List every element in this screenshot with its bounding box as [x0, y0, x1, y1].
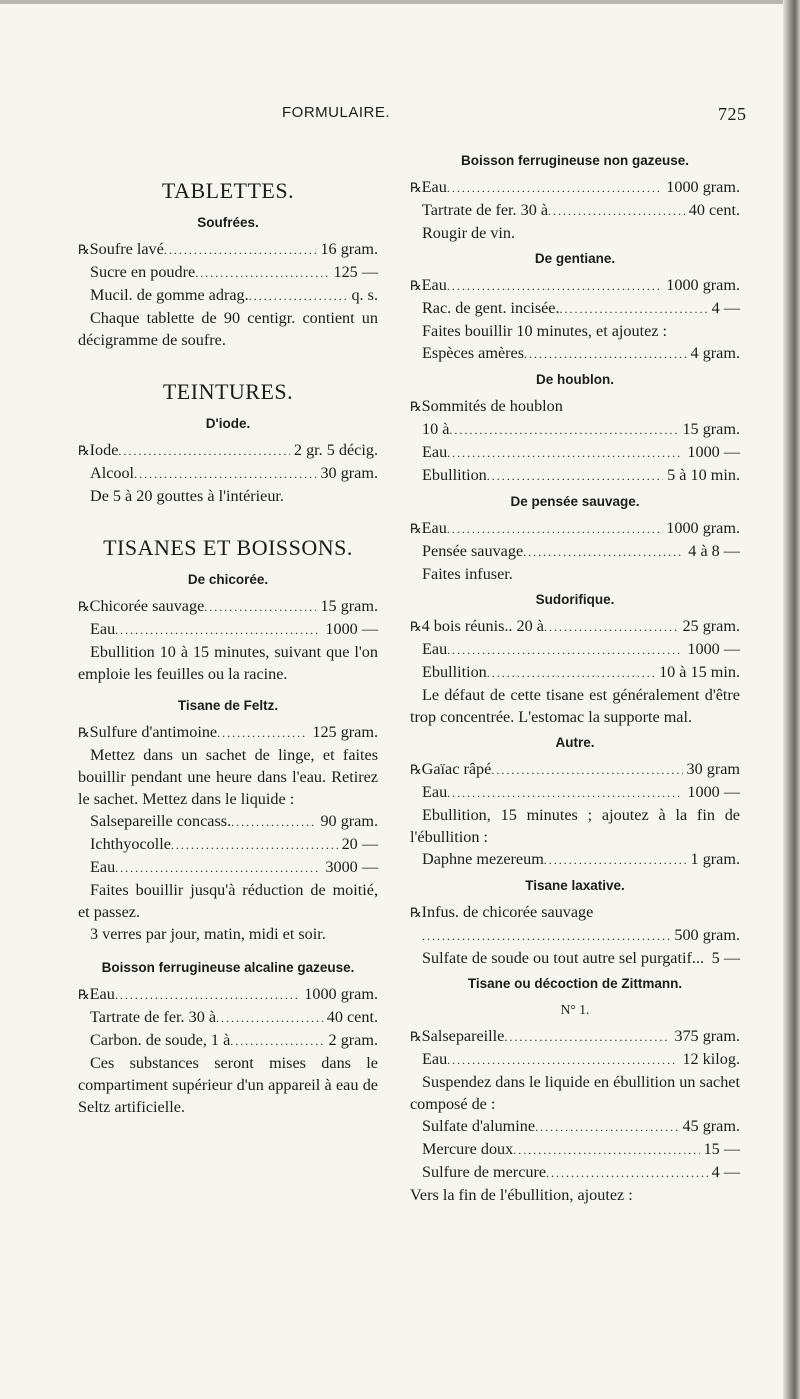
- ingredient-line: Mercure doux ..... 15 —: [410, 1138, 740, 1161]
- ingredient-line: ℞ Salsepareille ..... 375 gram.: [410, 1025, 740, 1048]
- ingredient-line: ℞ Iode ..... 2 gr. 5 décig.: [78, 439, 378, 462]
- left-column: [78, 150, 378, 1118]
- recipe-number: N° 1.: [560, 1002, 590, 1017]
- instruction-text: Mettez dans un sachet de linge, et faites bouillir pendant une heure dans l'eau. Retirez le sachet. Mettez dans le liquide :: [78, 746, 378, 808]
- recipe-title: Autre.: [555, 735, 595, 750]
- ingredient-line: Carbon. de soude, 1 à ..... 2 gram.: [78, 1029, 378, 1052]
- recipe-title: Tisane laxative.: [525, 878, 625, 893]
- ingredient-line: Espèces amères ..... 4 gram.: [410, 342, 740, 365]
- ingredient-line: Alcool ..... 30 gram.: [78, 462, 378, 485]
- recipe-title: De pensée sauvage.: [510, 494, 640, 509]
- recipe-title: Boisson ferrugineuse alcaline gazeuse.: [101, 960, 355, 975]
- instruction-text: Ebullition, 15 minutes ; ajoutez à la fin de l'ébullition :: [410, 806, 740, 846]
- instruction-text: Faites bouillir 10 minutes, et ajoutez :: [422, 322, 668, 340]
- ingredient-line: Ichthyocolle ..... 20 —: [78, 833, 378, 856]
- ingredient-line: Salsepareille concass. ..... 90 gram.: [78, 810, 378, 833]
- ingredient-line: Tartrate de fer. 30 à ..... 40 cent.: [410, 199, 740, 222]
- recipe-title: Boisson ferrugineuse non gazeuse.: [460, 153, 690, 168]
- instruction-text: 3 verres par jour, matin, midi et soir.: [90, 925, 326, 943]
- ingredient-line: Eau ..... 1000 —: [410, 781, 740, 804]
- page-top-border: [0, 0, 800, 4]
- instruction-text: Ebullition 10 à 15 minutes, suivant que l'on emploie les feuilles ou la racine.: [78, 643, 378, 683]
- ingredient-line: ℞ Soufre lavé ..... 16 gram.: [78, 238, 378, 261]
- ingredient-line: Eau ..... 1000 —: [78, 618, 378, 641]
- instruction-text: Suspendez dans le liquide en ébullition un sachet composé de :: [410, 1073, 740, 1113]
- ingredient-line: ℞ Eau ..... 1000 gram.: [78, 983, 378, 1006]
- ingredient-line: Pensée sauvage ..... 4 à 8 —: [410, 540, 740, 563]
- ingredient-line: Sulfate d'alumine ..... 45 gram.: [410, 1115, 740, 1138]
- ingredient-line: ℞ Sommités de houblon: [410, 395, 740, 418]
- recipe-title: Soufrées.: [197, 215, 259, 230]
- ingredient-line: ℞ Sulfure d'antimoine ..... 125 gram.: [78, 721, 378, 744]
- instruction-text: Vers la fin de l'ébullition, ajoutez :: [410, 1186, 633, 1204]
- ingredient-line: Ebullition ..... 5 à 10 min.: [410, 464, 740, 487]
- ingredient-line: ℞ Eau ..... 1000 gram.: [410, 176, 740, 199]
- ingredient-line: ℞ 4 bois réunis.. 20 à ..... 25 gram.: [410, 615, 740, 638]
- ingredient-line: Eau ..... 1000 —: [410, 441, 740, 464]
- book-spine-edge: [783, 0, 800, 1399]
- ingredient-line: Eau ..... 3000 —: [78, 856, 378, 879]
- ingredient-line: ℞ Eau ..... 1000 gram.: [410, 274, 740, 297]
- instruction-text: Faites bouillir jusqu'à réduction de moitié, et passez.: [78, 881, 378, 921]
- right-column: [410, 150, 740, 1206]
- ingredient-line: ℞ Eau ..... 1000 gram.: [410, 517, 740, 540]
- instruction-text: Chaque tablette de 90 centigr. contient un décigramme de soufre.: [78, 309, 378, 349]
- ingredient-line: Sucre en poudre ..... 125 —: [78, 261, 378, 284]
- ingredient-line: Mucil. de gomme adrag. ..... q. s.: [78, 284, 378, 307]
- recipe-title: De houblon.: [536, 372, 614, 387]
- section-title: TISANES ET BOISSONS.: [103, 535, 353, 560]
- section-title: TEINTURES.: [162, 379, 294, 404]
- recipe-title: De gentiane.: [534, 251, 616, 266]
- ingredient-line: Rac. de gent. incisée. ..... 4 —: [410, 297, 740, 320]
- recipe-title: D'iode.: [205, 416, 251, 431]
- instruction-text: Faites infuser.: [422, 565, 513, 583]
- instruction-text: Ces substances seront mises dans le compartiment supérieur d'un appareil à eau de Seltz artificielle.: [78, 1054, 378, 1116]
- ingredient-line: Eau ..... 12 kilog.: [410, 1048, 740, 1071]
- instruction-text: Rougir de vin.: [422, 224, 516, 242]
- recipe-title: Sudorifique.: [535, 592, 615, 607]
- page-number: 725: [718, 104, 747, 124]
- recipe-title: Tisane de Feltz.: [177, 698, 279, 713]
- section-title: TABLETTES.: [161, 178, 295, 203]
- ingredient-line: Daphne mezereum ..... 1 gram.: [410, 848, 740, 871]
- ingredient-line: ℞ Infus. de chicorée sauvage: [410, 901, 740, 924]
- ingredient-line: ℞ Gaïac râpé ..... 30 gram: [410, 758, 740, 781]
- running-header: FORMULAIRE.: [282, 104, 391, 121]
- instruction-text: De 5 à 20 gouttes à l'intérieur.: [90, 487, 284, 505]
- ingredient-line: Sulfate de soude ou tout autre sel purgatif... 5 —: [422, 949, 740, 967]
- recipe-title: Tisane ou décoction de Zittmann.: [467, 976, 683, 991]
- ingredient-line: ..... 500 gram.: [410, 924, 740, 947]
- ingredient-line: Ebullition ..... 10 à 15 min.: [410, 661, 740, 684]
- instruction-text: Le défaut de cette tisane est généralement d'être trop concentrée. L'estomac la supporte mal.: [410, 686, 740, 726]
- ingredient-line: Tartrate de fer. 30 à ..... 40 cent.: [78, 1006, 378, 1029]
- recipe-title: De chicorée.: [187, 572, 269, 587]
- ingredient-line: Eau ..... 1000 —: [410, 638, 740, 661]
- ingredient-line: 10 à ..... 15 gram.: [410, 418, 740, 441]
- ingredient-line: ℞ Chicorée sauvage ..... 15 gram.: [78, 595, 378, 618]
- ingredient-line: Sulfure de mercure ..... 4 —: [410, 1161, 740, 1184]
